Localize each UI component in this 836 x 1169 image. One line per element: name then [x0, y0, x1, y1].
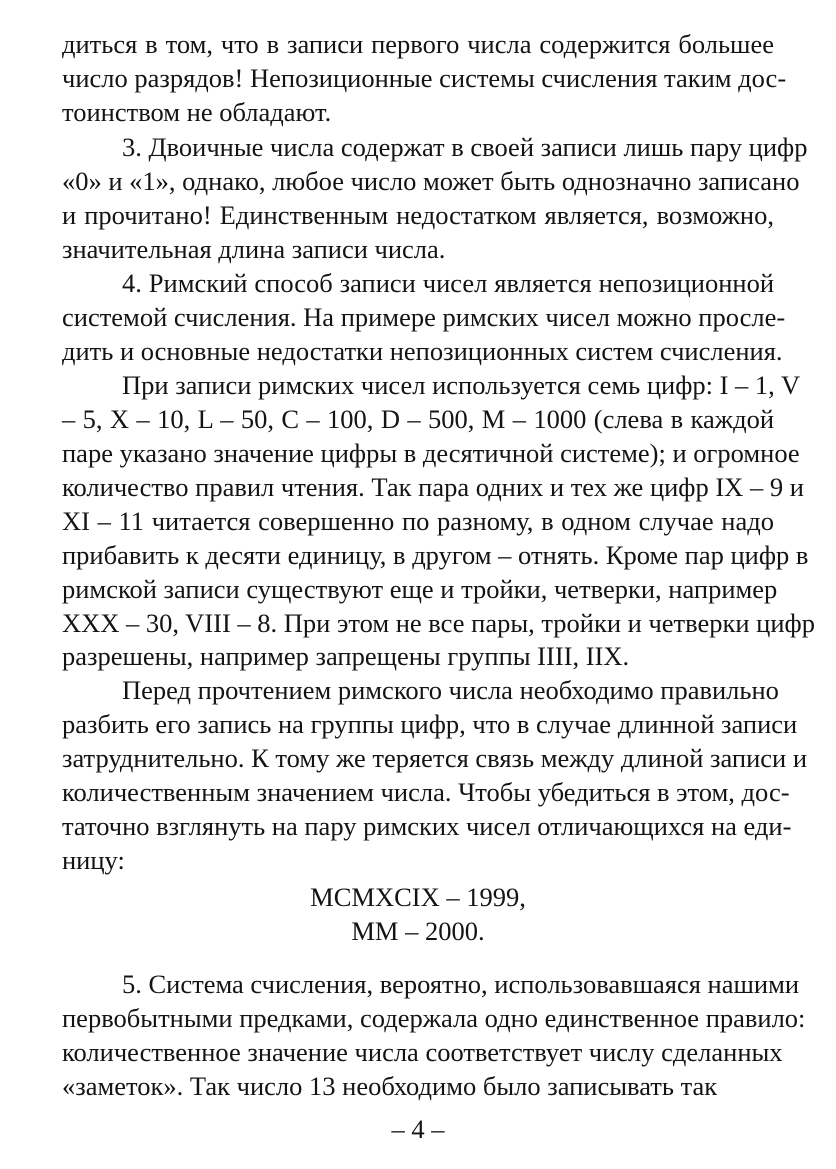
- text-line: XI – 11 читается совершенно по разному, в одном случае надо: [62, 506, 774, 536]
- text-line: XXX – 30, VIII – 8. При этом не все пары, тройки и четверки цифр: [62, 608, 815, 638]
- text-line: системой счисления. На примере римских чисел можно просле-: [62, 302, 786, 332]
- text-line: значительная длина записи числа.: [62, 234, 446, 264]
- text-line: диться в том, что в записи первого числа содержится большее: [62, 29, 774, 59]
- text-line: количество правил чтения. Так пара одних и тех же цифр IX – 9 и: [62, 472, 804, 502]
- text-line: «0» и «1», однако, любое число может быть однозначно записано: [62, 166, 800, 196]
- paragraph-4-line: 4. Римский способ записи чисел является непозиционной: [122, 268, 774, 298]
- text-line: дить и основные недостатки непозиционных систем счисления.: [62, 336, 783, 366]
- formula-line: MCMXCIX – 1999,: [310, 882, 526, 912]
- text-line: затруднительно. К тому же теряется связь между длиной записи и: [62, 743, 808, 773]
- text-line: и прочитано! Единственным недостатком является, возможно,: [62, 200, 774, 230]
- text-line: тоинством не обладают.: [62, 97, 332, 127]
- text-line: число разрядов! Непозиционные системы счисления таким дос-: [62, 63, 787, 93]
- text-line: паре указано значение цифры в десятичной системе); и огромное: [62, 438, 800, 468]
- text-line: ницу:: [62, 845, 125, 875]
- paragraph-roman-digits-line: При записи римских чисел используется семь цифр: I – 1, V: [122, 370, 801, 400]
- formula-line: MM – 2000.: [351, 916, 485, 946]
- page-number: – 4 –: [391, 1114, 445, 1144]
- paragraph-5-line: 5. Система счисления, вероятно, использовавшаяся нашими: [122, 969, 800, 999]
- paragraph-reading-line: Перед прочтением римского числа необходимо правильно: [122, 675, 779, 705]
- text-line: количественным значением числа. Чтобы убедиться в этом, дос-: [62, 777, 790, 807]
- text-line: разрешены, например запрещены группы IIII, IIX.: [62, 641, 630, 671]
- text-line: количественное значение числа соответствует числу сделанных: [62, 1037, 783, 1067]
- text-line: таточно взглянуть на пару римских чисел отличающихся на еди-: [62, 811, 792, 841]
- text-line: «заметок». Так число 13 необходимо было записывать так: [62, 1071, 718, 1101]
- text-line: разбить его запись на группы цифр, что в случае длинной записи: [62, 709, 798, 739]
- text-line: римской записи существуют еще и тройки, четверки, например: [62, 574, 778, 604]
- text-line: – 5, X – 10, L – 50, C – 100, D – 500, M – 1000 (слева в каждой: [62, 404, 774, 434]
- text-line: прибавить к десяти единицу, в другом – отнять. Кроме пар цифр в: [62, 540, 809, 570]
- text-line: первобытными предками, содержала одно единственное правило:: [62, 1003, 806, 1033]
- paragraph-3-line: 3. Двоичные числа содержат в своей записи лишь пару цифр: [122, 132, 808, 162]
